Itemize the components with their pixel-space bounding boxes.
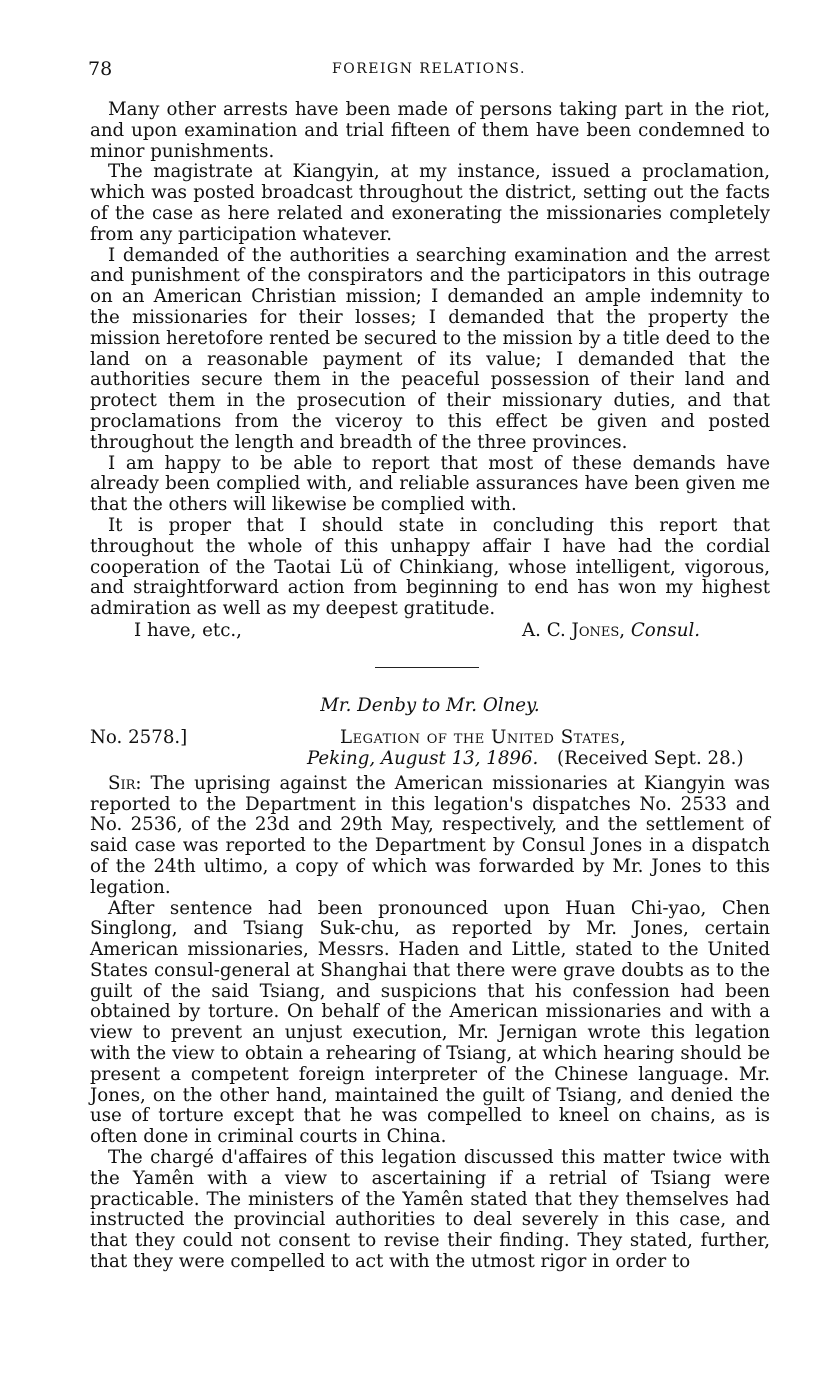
page-number: 78 bbox=[88, 58, 113, 80]
section-divider bbox=[375, 667, 479, 668]
dispatch-number: No. 2578.] bbox=[90, 726, 188, 748]
page-body bbox=[90, 100, 770, 1273]
signature-block bbox=[90, 621, 770, 643]
paragraph: I am happy to be able to report that most of these demands have already been complied with, and reliable assurances have been given me that the others will likewise be complied with. bbox=[90, 452, 770, 516]
letter-heading bbox=[90, 728, 770, 774]
legation-name: Legation of the United States, bbox=[340, 726, 627, 748]
signature-name: A. C. Jones, bbox=[522, 619, 626, 641]
paragraph: The magistrate at Kiangyin, at my instance, issued a proclamation, which was posted broadcast throughout the district, setting out the facts of the case as here related and exonerating the missionaries completely from any participation whatever. bbox=[90, 161, 770, 245]
paragraph: I demanded of the authorities a searching examination and the arrest and punishment of the conspirators and the participators in this outrage on an American Christian mission; I demanded an ample indemnity to the missionaries for their losses; I demanded that the property the mission heretofore rented be secured to the mission by a title deed to the land on a reasonable payment of its value; I demanded that the authorities secure them in the peaceful possession of their land and protect them in the prosecution of their missionary duties, and that proclamations from the viceroy to this effect be given and posted throughout the length and breadth of the three provinces. bbox=[90, 244, 770, 453]
signature-title: Consul. bbox=[630, 619, 701, 641]
letter-title: Mr. Denby to Mr. Olney. bbox=[320, 694, 540, 716]
salutation: Sir: bbox=[108, 772, 142, 794]
place-date: Peking, August 13, 1896. bbox=[307, 747, 539, 769]
closing-text: I have, etc., bbox=[134, 619, 242, 641]
received-date: (Received Sept. 28.) bbox=[557, 747, 744, 769]
paragraph-text: The uprising against the American missionaries at Kiangyin was reported to the Department in this legation's dispatches No. 2533 and No. 2536, of the 23d and 29th May, respectively, and the settlement of said case was reported to the Department by Consul Jones in a dispatch of the 24th ultimo, a copy of which was forwarded by Mr. Jones to this legation. bbox=[90, 772, 770, 898]
page-header bbox=[88, 58, 770, 82]
paragraph: It is proper that I should state in concluding this report that throughout the whole of this unhappy affair I have had the cordial cooperation of the Taotai Lü of Chinkiang, whose intelligent, vigorous, and straightforward action from beginning to end has won my highest admiration as well as my deepest gratitude. bbox=[90, 514, 770, 620]
paragraph bbox=[90, 774, 770, 899]
paragraph: Many other arrests have been made of persons taking part in the riot, and upon examination and trial fifteen of them have been condemned to minor punishments. bbox=[90, 99, 770, 162]
running-title: FOREIGN RELATIONS. bbox=[332, 61, 526, 77]
paragraph: The chargé d'affaires of this legation discussed this matter twice with the Yamên with a view to ascertaining if a retrial of Tsiang were practicable. The ministers of the Yamên stated that they themselves had instructed the provincial authorities to deal severely in this case, and that they could not consent to revise their finding. They stated, further, that they were compelled to act with the utmost rigor in order to bbox=[90, 1147, 770, 1273]
paragraph: After sentence had been pronounced upon Huan Chi-yao, Chen Singlong, and Tsiang Suk-chu, as reported by Mr. Jones, certain American missionaries, Messrs. Haden and Little, stated to the United States consul-general at Shanghai that there were grave doubts as to the guilt of the said Tsiang, and suspicions that his confession had been obtained by torture. On behalf of the American missionaries and with a view to prevent an unjust execution, Mr. Jernigan wrote this legation with the view to obtain a rehearing of Tsiang, at which hearing should be present a competent foreign interpreter of the Chinese language. Mr. Jones, on the other hand, maintained the guilt of Tsiang, and denied the use of torture except that he was compelled to kneel on chains, as is often done in criminal courts in China. bbox=[90, 897, 770, 1148]
signature bbox=[522, 621, 700, 642]
